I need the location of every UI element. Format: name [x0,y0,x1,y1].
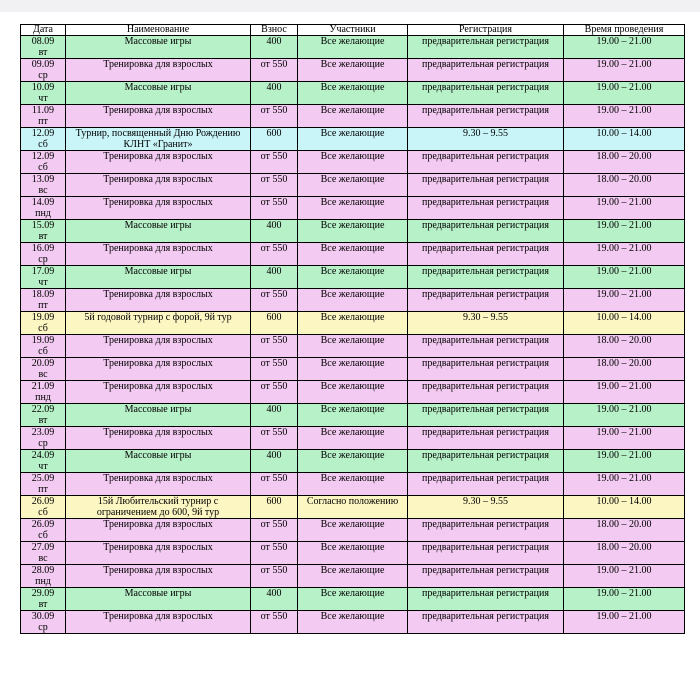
time-cell: 18.00 – 20.00 [564,542,685,565]
registration-cell: 9.30 – 9.55 [408,496,564,519]
participants-cell: Все желающие [298,335,408,358]
registration-cell: предварительная регистрация [408,197,564,220]
weekday-value: вт [38,599,48,610]
fee-cell: 400 [251,82,298,105]
weekday-value: ср [38,438,48,449]
date-cell [21,335,66,358]
fee-cell: от 550 [251,105,298,128]
participants-cell: Все желающие [298,197,408,220]
header-date: Дата [21,25,66,36]
fee-cell: от 550 [251,151,298,174]
fee-cell: от 550 [251,59,298,82]
name-cell: Массовые игры [66,36,251,59]
fee-cell: 400 [251,450,298,473]
table-row [21,128,685,151]
date-cell [21,105,66,128]
participants-cell: Все желающие [298,266,408,289]
weekday-value: сб [38,323,48,334]
date-value: 29.09 [31,588,55,599]
weekday-value: чт [38,461,48,472]
date-cell [21,151,66,174]
weekday-value: вт [38,47,48,58]
header-row [21,25,685,36]
date-cell [21,266,66,289]
date-cell [21,519,66,542]
table-row [21,404,685,427]
date-value: 20.09 [31,358,55,369]
fee-cell: 400 [251,220,298,243]
registration-cell: предварительная регистрация [408,335,564,358]
fee-cell: 600 [251,312,298,335]
date-value: 11.09 [31,105,55,116]
time-cell: 19.00 – 21.00 [564,381,685,404]
date-cell [21,358,66,381]
table-row [21,312,685,335]
name-cell: Тренировка для взрослых [66,358,251,381]
participants-cell: Все желающие [298,220,408,243]
name-cell: Тренировка для взрослых [66,473,251,496]
time-cell: 10.00 – 14.00 [564,128,685,151]
date-cell [21,174,66,197]
table-row [21,220,685,243]
weekday-value: вс [38,369,48,380]
name-cell: Тренировка для взрослых [66,197,251,220]
fee-cell: от 550 [251,427,298,450]
registration-cell: предварительная регистрация [408,174,564,197]
table-row [21,473,685,496]
table-row [21,197,685,220]
date-value: 08.09 [31,36,55,47]
date-value: 19.09 [31,335,55,346]
registration-cell: предварительная регистрация [408,243,564,266]
registration-cell: предварительная регистрация [408,289,564,312]
date-value: 30.09 [31,611,55,622]
participants-cell: Все желающие [298,611,408,634]
date-cell [21,82,66,105]
registration-cell: предварительная регистрация [408,358,564,381]
fee-cell: 400 [251,404,298,427]
fee-cell: 400 [251,588,298,611]
weekday-value: вс [38,185,48,196]
weekday-value: пнд [35,576,51,587]
table-row [21,496,685,519]
fee-cell: от 550 [251,381,298,404]
fee-cell: от 550 [251,335,298,358]
time-cell: 10.00 – 14.00 [564,496,685,519]
registration-cell: предварительная регистрация [408,565,564,588]
name-cell: Тренировка для взрослых [66,427,251,450]
registration-cell: предварительная регистрация [408,381,564,404]
date-value: 10.09 [31,82,55,93]
participants-cell: Все желающие [298,404,408,427]
participants-cell: Все желающие [298,289,408,312]
weekday-value: ср [38,254,48,265]
name-cell: Тренировка для взрослых [66,289,251,312]
participants-cell: Все желающие [298,59,408,82]
date-value: 21.09 [31,381,55,392]
participants-cell: Все желающие [298,588,408,611]
name-cell: Массовые игры [66,82,251,105]
table-row [21,358,685,381]
date-cell [21,312,66,335]
fee-cell: 600 [251,496,298,519]
participants-cell: Все желающие [298,450,408,473]
time-cell: 18.00 – 20.00 [564,335,685,358]
participants-cell: Все желающие [298,151,408,174]
weekday-value: сб [38,162,48,173]
registration-cell: предварительная регистрация [408,473,564,496]
table-row [21,82,685,105]
fee-cell: 600 [251,128,298,151]
name-cell: Тренировка для взрослых [66,59,251,82]
date-value: 23.09 [31,427,55,438]
registration-cell: предварительная регистрация [408,220,564,243]
time-cell: 19.00 – 21.00 [564,427,685,450]
fee-cell: от 550 [251,243,298,266]
table-row [21,59,685,82]
table-row [21,151,685,174]
table-row [21,588,685,611]
date-cell [21,243,66,266]
name-cell: 5й годовой турнир с форой, 9й тур [66,312,251,335]
date-cell [21,220,66,243]
table-row [21,243,685,266]
time-cell: 18.00 – 20.00 [564,174,685,197]
date-value: 18.09 [31,289,55,300]
schedule-table [20,24,685,634]
time-cell: 19.00 – 21.00 [564,450,685,473]
date-cell [21,197,66,220]
date-value: 14.09 [31,197,55,208]
document-page [0,12,700,689]
date-cell [21,542,66,565]
date-value: 19.09 [31,312,55,323]
header-time: Время проведения [564,25,685,36]
registration-cell: 9.30 – 9.55 [408,128,564,151]
participants-cell: Все желающие [298,358,408,381]
time-cell: 19.00 – 21.00 [564,266,685,289]
participants-cell: Все желающие [298,36,408,59]
registration-cell: предварительная регистрация [408,611,564,634]
participants-cell: Согласно положению [298,496,408,519]
registration-cell: 9.30 – 9.55 [408,312,564,335]
date-cell [21,588,66,611]
time-cell: 19.00 – 21.00 [564,220,685,243]
weekday-value: ср [38,622,48,633]
date-cell [21,128,66,151]
name-cell: Массовые игры [66,404,251,427]
time-cell: 19.00 – 21.00 [564,565,685,588]
fee-cell: от 550 [251,519,298,542]
weekday-value: чт [38,93,48,104]
registration-cell: предварительная регистрация [408,542,564,565]
header-name: Наименование [66,25,251,36]
date-value: 24.09 [31,450,55,461]
participants-cell: Все желающие [298,82,408,105]
name-cell: Тренировка для взрослых [66,565,251,588]
date-value: 09.09 [31,59,55,70]
weekday-value: ср [38,70,48,81]
weekday-value: пнд [35,392,51,403]
name-cell: Массовые игры [66,450,251,473]
date-value: 28.09 [31,565,55,576]
fee-cell: от 550 [251,289,298,312]
table-row [21,565,685,588]
fee-cell: от 550 [251,611,298,634]
date-cell [21,473,66,496]
fee-cell: 400 [251,36,298,59]
table-row [21,427,685,450]
weekday-value: вс [38,553,48,564]
registration-cell: предварительная регистрация [408,59,564,82]
time-cell: 18.00 – 20.00 [564,358,685,381]
name-cell: Массовые игры [66,266,251,289]
name-cell: Тренировка для взрослых [66,151,251,174]
name-cell: Тренировка для взрослых [66,381,251,404]
name-cell: Тренировка для взрослых [66,174,251,197]
weekday-value: пнд [35,208,51,219]
fee-cell: от 550 [251,174,298,197]
participants-cell: Все желающие [298,427,408,450]
participants-cell: Все желающие [298,519,408,542]
date-value: 12.09 [31,128,55,139]
name-cell: Тренировка для взрослых [66,542,251,565]
name-cell: Тренировка для взрослых [66,243,251,266]
header-fee: Взнос [251,25,298,36]
time-cell: 19.00 – 21.00 [564,105,685,128]
weekday-value: пт [38,484,48,495]
time-cell: 19.00 – 21.00 [564,243,685,266]
participants-cell: Все желающие [298,174,408,197]
date-value: 25.09 [31,473,55,484]
fee-cell: от 550 [251,542,298,565]
time-cell: 18.00 – 20.00 [564,151,685,174]
registration-cell: предварительная регистрация [408,151,564,174]
date-value: 26.09 [31,496,55,507]
participants-cell: Все желающие [298,565,408,588]
table-row [21,36,685,59]
time-cell: 19.00 – 21.00 [564,404,685,427]
name-cell: Тренировка для взрослых [66,335,251,358]
participants-cell: Все желающие [298,542,408,565]
table-row [21,174,685,197]
date-cell [21,289,66,312]
weekday-value: вт [38,415,48,426]
fee-cell: от 550 [251,358,298,381]
participants-cell: Все желающие [298,105,408,128]
name-cell: Массовые игры [66,588,251,611]
table-row [21,266,685,289]
registration-cell: предварительная регистрация [408,36,564,59]
time-cell: 19.00 – 21.00 [564,59,685,82]
registration-cell: предварительная регистрация [408,404,564,427]
name-cell: Турнир, посвященный Дню Рождению КЛНТ «Гранит» [66,128,251,151]
participants-cell: Все желающие [298,473,408,496]
registration-cell: предварительная регистрация [408,450,564,473]
name-cell: Массовые игры [66,220,251,243]
date-value: 12.09 [31,151,55,162]
name-cell: Тренировка для взрослых [66,611,251,634]
weekday-value: чт [38,277,48,288]
participants-cell: Все желающие [298,381,408,404]
weekday-value: сб [38,139,48,150]
table-body [21,36,685,634]
time-cell: 18.00 – 20.00 [564,519,685,542]
date-value: 15.09 [31,220,55,231]
date-cell [21,59,66,82]
table-row [21,381,685,404]
registration-cell: предварительная регистрация [408,519,564,542]
date-cell [21,381,66,404]
date-value: 17.09 [31,266,55,277]
time-cell: 19.00 – 21.00 [564,36,685,59]
weekday-value: пт [38,300,48,311]
date-cell [21,450,66,473]
fee-cell: от 550 [251,197,298,220]
weekday-value: пт [38,116,48,127]
date-cell [21,496,66,519]
table-row [21,519,685,542]
time-cell: 19.00 – 21.00 [564,588,685,611]
date-value: 27.09 [31,542,55,553]
fee-cell: от 550 [251,565,298,588]
date-cell [21,404,66,427]
time-cell: 19.00 – 21.00 [564,289,685,312]
table-row [21,450,685,473]
date-cell [21,427,66,450]
weekday-value: сб [38,507,48,518]
name-cell: Тренировка для взрослых [66,519,251,542]
table-row [21,105,685,128]
date-value: 16.09 [31,243,55,254]
time-cell: 19.00 – 21.00 [564,82,685,105]
name-cell: 15й Любительский турнир с ограничением до 600, 9й тур [66,496,251,519]
header-registration: Регистрация [408,25,564,36]
table-row [21,289,685,312]
fee-cell: от 550 [251,473,298,496]
participants-cell: Все желающие [298,312,408,335]
registration-cell: предварительная регистрация [408,427,564,450]
participants-cell: Все желающие [298,128,408,151]
fee-cell: 400 [251,266,298,289]
date-value: 22.09 [31,404,55,415]
date-value: 13.09 [31,174,55,185]
time-cell: 10.00 – 14.00 [564,312,685,335]
weekday-value: сб [38,346,48,357]
time-cell: 19.00 – 21.00 [564,611,685,634]
date-cell [21,611,66,634]
date-cell [21,565,66,588]
date-value: 26.09 [31,519,55,530]
registration-cell: предварительная регистрация [408,266,564,289]
time-cell: 19.00 – 21.00 [564,473,685,496]
header-participants: Участники [298,25,408,36]
time-cell: 19.00 – 21.00 [564,197,685,220]
table-row [21,611,685,634]
weekday-value: сб [38,530,48,541]
registration-cell: предварительная регистрация [408,82,564,105]
name-cell: Тренировка для взрослых [66,105,251,128]
table-row [21,542,685,565]
registration-cell: предварительная регистрация [408,105,564,128]
registration-cell: предварительная регистрация [408,588,564,611]
weekday-value: вт [38,231,48,242]
table-header [21,25,685,36]
participants-cell: Все желающие [298,243,408,266]
table-row [21,335,685,358]
date-cell [21,36,66,59]
